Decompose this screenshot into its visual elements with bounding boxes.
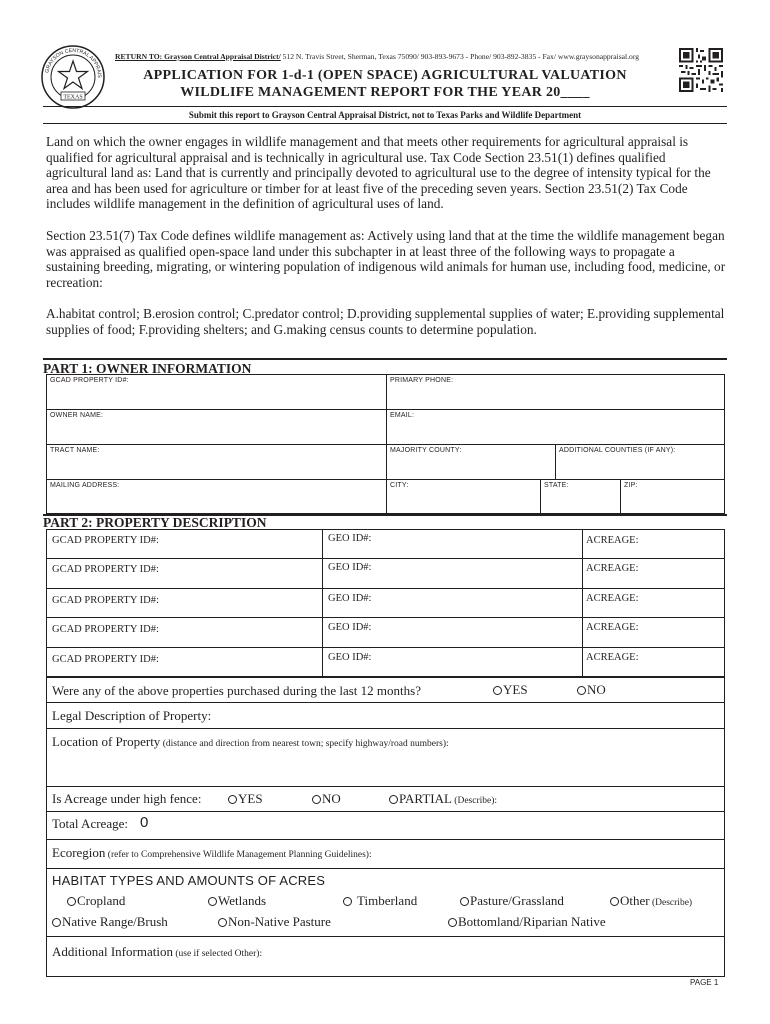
radio-icon: [610, 897, 619, 906]
high-fence-question: Is Acreage under high fence:: [52, 791, 202, 806]
row5-gcad-field[interactable]: GCAD PROPERTY ID#:: [52, 654, 159, 665]
row3-acreage-field[interactable]: ACREAGE:: [586, 593, 639, 604]
form-title-line-2: WILDLIFE MANAGEMENT REPORT FOR THE YEAR 20____: [180, 85, 590, 100]
county-seal-logo: [40, 44, 106, 110]
purchased-no-radio[interactable]: NO: [577, 682, 606, 698]
radio-icon: [218, 918, 227, 927]
svg-text:TEXAS: TEXAS: [63, 94, 83, 101]
row5-acreage-field[interactable]: ACREAGE:: [586, 652, 639, 663]
intro-paragraph-1: Land on which the owner engages in wildlife management and that meets other requirements for agricultural appraisal is qualified for agricultural appraisal and is technically in agricultural use. Tax Code Section 23.51(1) defines qualified agricultural land as: Land that is currently and principally devoted to agricultural use to the degree of intensity typical for the area and has been used for agriculture or timber for at least five of the preceding seven years. Section 23.51(2) Tax Code includes wildlife management in the definition of agricultural uses of land.: [46, 134, 711, 212]
purchased-yes-radio[interactable]: YES: [493, 682, 528, 698]
grid-line: [555, 444, 556, 479]
pasture-grassland-radio[interactable]: Pasture/Grassland: [460, 893, 564, 909]
row1-gcad-field[interactable]: GCAD PROPERTY ID#:: [52, 535, 159, 546]
additional-counties-field[interactable]: ADDITIONAL COUNTIES (IF ANY):: [559, 447, 676, 454]
svg-text:GRAYSON CENTRAL APPRAISAL DIST: GRAYSON CENTRAL APPRAIS: [44, 47, 103, 78]
total-acreage-label: Total Acreage:: [52, 816, 128, 831]
grid-line: [46, 617, 725, 618]
email-field[interactable]: EMAIL:: [390, 412, 415, 419]
fence-yes-radio[interactable]: YES: [228, 791, 263, 807]
grid-line: [46, 868, 725, 869]
grid-line: [322, 529, 323, 677]
grid-line: [46, 728, 725, 729]
timberland-radio[interactable]: Timberland: [343, 893, 417, 909]
location-field[interactable]: Location of Property (distance and direction from nearest town; specify highway/road numbers):: [52, 734, 449, 749]
radio-icon: [448, 918, 457, 927]
row3-geo-field[interactable]: GEO ID#:: [328, 593, 372, 604]
intro-paragraph-2: Section 23.51(7) Tax Code defines wildlife management as: Actively using land that at the time the wildlife management began was appraised as qualified open-space land under this subchapter in at least three of the following ways to propagate a sustaining breeding, migrating, or wintering population of indigenous wild animals for human use, including food, medicine, or recreation:: [46, 228, 726, 290]
grid-line: [620, 479, 621, 514]
grid-line: [540, 479, 541, 514]
fence-partial-radio[interactable]: PARTIAL (Describe):: [389, 791, 497, 807]
non-native-pasture-radio[interactable]: Non-Native Pasture: [218, 914, 331, 930]
row2-geo-field[interactable]: GEO ID#:: [328, 562, 372, 573]
radio-icon: [460, 897, 469, 906]
row2-acreage-field[interactable]: ACREAGE:: [586, 563, 639, 574]
mailing-address-field[interactable]: MAILING ADDRESS:: [50, 482, 120, 489]
radio-icon: [343, 897, 352, 906]
submit-note: Submit this report to Grayson Central Appraisal District, not to Texas Parks and Wildlife Department: [188, 110, 582, 120]
grid-line: [46, 647, 725, 648]
tract-name-field[interactable]: TRACT NAME:: [50, 447, 100, 454]
habitat-heading: HABITAT TYPES AND AMOUNTS OF ACRES: [52, 873, 326, 888]
row4-geo-field[interactable]: GEO ID#:: [328, 622, 372, 633]
gcad-property-id-field[interactable]: GCAD PROPERTY ID#:: [50, 377, 129, 384]
grid-line: [46, 936, 725, 937]
grid-line: [582, 529, 583, 677]
intro-paragraph-3: A.habitat control; B.erosion control; C.predator control; D.providing supplemental supplies of water; E.providing supplemental supplies of food; F.providing shelters; and G.making census counts to determine population.: [46, 306, 725, 337]
row1-geo-field[interactable]: GEO ID#:: [328, 533, 372, 544]
row2-gcad-field[interactable]: GCAD PROPERTY ID#:: [52, 564, 159, 575]
grid-line: [386, 374, 387, 514]
additional-information-field[interactable]: Additional Information (use if selected Other):: [52, 944, 263, 959]
state-field[interactable]: STATE:: [544, 482, 569, 489]
grid-line: [46, 811, 725, 812]
majority-county-field[interactable]: MAJORITY COUNTY:: [390, 447, 462, 454]
grid-line: [46, 786, 725, 787]
total-acreage-value[interactable]: 0: [140, 814, 149, 831]
row4-gcad-field[interactable]: GCAD PROPERTY ID#:: [52, 624, 159, 635]
radio-icon: [208, 897, 217, 906]
ecoregion-field[interactable]: Ecoregion (refer to Comprehensive Wildlife Management Planning Guidelines):: [52, 845, 372, 860]
grid-line: [46, 839, 725, 840]
primary-phone-field[interactable]: PRIMARY PHONE:: [390, 377, 454, 384]
part1-divider: [43, 358, 727, 360]
owner-name-field[interactable]: OWNER NAME:: [50, 412, 104, 419]
row1-acreage-field[interactable]: ACREAGE:: [586, 535, 639, 546]
radio-icon: [67, 897, 76, 906]
radio-icon: [493, 686, 502, 695]
page-number: PAGE 1: [690, 978, 719, 987]
part1-heading: PART 1: OWNER INFORMATION: [43, 361, 252, 376]
header-divider-2: [43, 123, 727, 124]
qr-code: [679, 48, 723, 92]
other-radio[interactable]: Other (Describe): [610, 893, 692, 909]
row4-acreage-field[interactable]: ACREAGE:: [586, 622, 639, 633]
part2-heading: PART 2: PROPERTY DESCRIPTION: [43, 515, 267, 530]
radio-icon: [389, 795, 398, 804]
city-field[interactable]: CITY:: [390, 482, 409, 489]
fence-no-radio[interactable]: NO: [312, 791, 341, 807]
row3-gcad-field[interactable]: GCAD PROPERTY ID#:: [52, 595, 159, 606]
radio-icon: [228, 795, 237, 804]
bottomland-riparian-radio[interactable]: Bottomland/Riparian Native: [448, 914, 606, 930]
grid-line: [46, 702, 725, 703]
legal-description-field[interactable]: Legal Description of Property:: [52, 708, 212, 723]
row5-geo-field[interactable]: GEO ID#:: [328, 652, 372, 663]
radio-icon: [52, 918, 61, 927]
return-address: RETURN TO: Grayson Central Appraisal District/ 512 N. Travis Street, Sherman, Texas 75090/ 903-893-9673 - Phone/ 903-892-3835 - Fax/ www.graysonappraisal.org: [115, 52, 640, 61]
zip-field[interactable]: ZIP:: [624, 482, 638, 489]
radio-icon: [312, 795, 321, 804]
form-title-line-1: APPLICATION FOR 1-d-1 (OPEN SPACE) AGRICULTURAL VALUATION: [143, 68, 627, 83]
native-range-radio[interactable]: Native Range/Brush: [52, 914, 168, 930]
header-divider: [43, 106, 727, 107]
wetlands-radio[interactable]: Wetlands: [208, 893, 266, 909]
purchased-question: Were any of the above properties purchased during the last 12 months?: [52, 683, 421, 698]
grid-line: [46, 588, 725, 589]
cropland-radio[interactable]: Cropland: [67, 893, 125, 909]
grid-line: [46, 558, 725, 559]
radio-icon: [577, 686, 586, 695]
